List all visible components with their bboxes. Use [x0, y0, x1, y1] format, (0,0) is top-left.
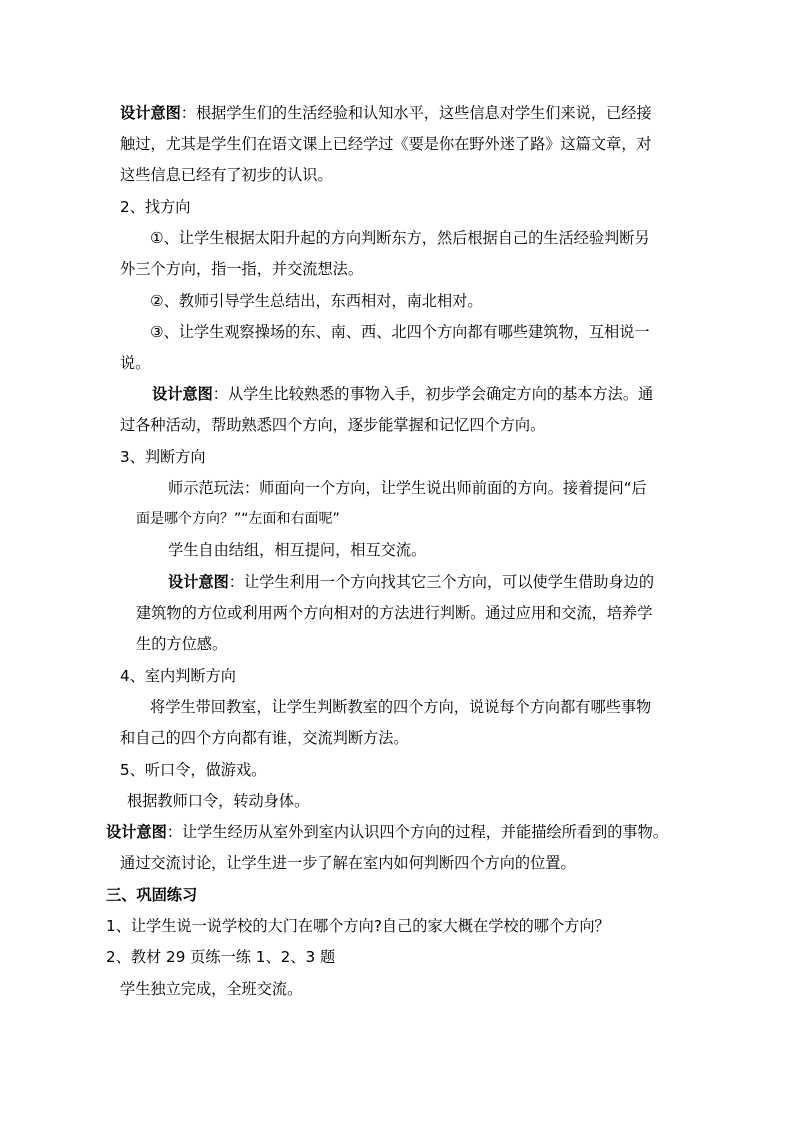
step-5-line-1: 根据教师口令，转动身体。: [127, 792, 310, 810]
intent-paragraph-3-line-1: 设计意图：让学生利用一个方向找其它三个方向，可以使学生借助身边的: [168, 573, 654, 591]
step-2-item-3-line-1: ③、让学生观察操场的东、南、西、北四个方向都有哪些建筑物，互相说一: [150, 323, 650, 341]
intent-paragraph-4-line-1: 设计意图：让学生经历从室外到室内认识四个方向的过程，并能描绘所看到的事物。: [106, 823, 668, 841]
step-2-item-3-line-2: 说。: [120, 354, 151, 372]
intent-paragraph-1-line-2: 触过，尤其是学生们在语文课上已经学过《要是你在野外迷了路》这篇文章，对: [120, 135, 652, 153]
step-4-line-1: 将学生带回教室，让学生判断教室的四个方向，说说每个方向都有哪些事物: [150, 698, 652, 716]
intent-paragraph-4-line-2: 通过交流讨论，让学生进一步了解在室内如何判断四个方向的位置。: [120, 854, 576, 872]
intent-label: 设计意图: [120, 104, 181, 122]
step-2-item-2: ②、教师引导学生总结出，东西相对，南北相对。: [150, 292, 483, 310]
step-2-item-1-line-2: 外三个方向，指一指，并交流想法。: [120, 260, 363, 278]
intent-paragraph-1-line-3: 这些信息已经有了初步的认识。: [120, 166, 333, 184]
intent-paragraph-3-line-3: 生的方位感。: [136, 635, 228, 653]
section-3-line-1: 1、让学生说一说学校的大门在哪个方向?自己的家大概在学校的哪个方向？: [106, 917, 610, 935]
intent-paragraph-3-line-2: 建筑物的方位或利用两个方向相对的方法进行判断。通过应用和交流，培养学: [136, 604, 653, 622]
step-5-heading: 5、听口令，做游戏。: [120, 761, 267, 779]
intent-paragraph-2-line-2: 过各种活动，帮助熟悉四个方向，逐步能掌握和记忆四个方向。: [120, 416, 546, 434]
step-3-heading: 3、判断方向: [120, 448, 206, 466]
intent-paragraph-1-line-1: 设计意图：根据学生们的生活经验和认知水平，这些信息对学生们来说，已经接: [120, 104, 652, 122]
section-3-line-2: 2、教材 29 页练一练 1、2、3 题: [106, 948, 336, 966]
step-3-line-1: 师示范玩法：师面向一个方向，让学生说出师前面的方向。接着提问“后: [168, 479, 647, 497]
step-2-heading: 2、找方向: [120, 198, 191, 216]
intent-label: 设计意图: [168, 573, 229, 591]
step-4-line-2: 和自己的四个方向都有谁，交流判断方法。: [120, 729, 409, 747]
section-3-heading: 三、巩固练习: [106, 886, 198, 904]
step-2-item-1-line-1: ①、让学生根据太阳升起的方向判断东方，然后根据自己的生活经验判断另: [150, 229, 650, 247]
intent-label: 设计意图: [106, 823, 167, 841]
step-3-line-2: 面是哪个方向？”“左面和右面呢”: [136, 511, 340, 527]
intent-paragraph-2-line-1: 设计意图：从学生比较熟悉的事物入手，初步学会确定方向的基本方法。通: [152, 385, 654, 403]
step-4-heading: 4、室内判断方向: [120, 667, 236, 685]
intent-label: 设计意图: [152, 385, 213, 403]
section-3-line-3: 学生独立完成，全班交流。: [120, 980, 303, 998]
step-3-line-3: 学生自由结组，相互提问，相互交流。: [168, 541, 427, 559]
